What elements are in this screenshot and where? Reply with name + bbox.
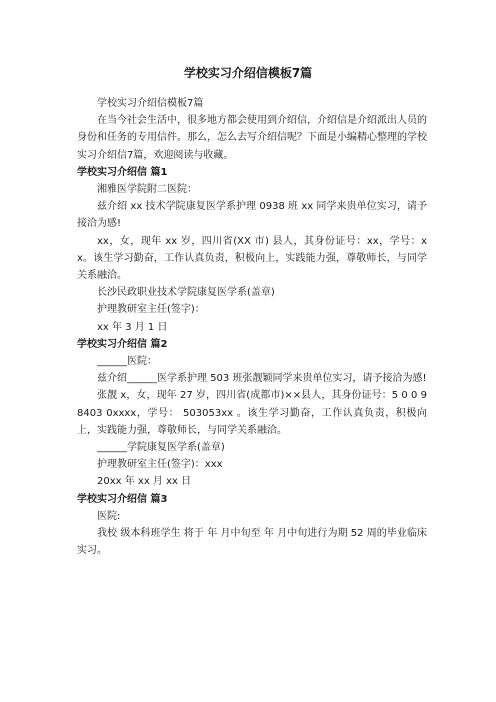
letter1-student-details: xx，女，现年 xx 岁，四川省(XX 市) 县人，其身份证号：xx，学号：xx。该生学习勤奋，工作认真负责，积极向上，实践能力强，尊敬师长，与同学关系融洽。 xyxy=(77,235,427,282)
letter2-signature: 护理教研室主任(签字)：xxx xyxy=(97,459,223,471)
intro-paragraph: 在当今社会生活中，很多地方都会使用到介绍信，介绍信是介绍派出人员的身份和任务的专用信件。那么，怎么去写介绍信呢？下面是小编精心整理的学校实习介绍信7篇，欢迎阅读与收藏。 xyxy=(77,115,427,161)
letter2-student-details: 张靓 x，女，现年 27 岁，四川省(成都市)××县人，其身份证号：5 0 0 98403 0xxxx，学号： 503053xx 。该生学习勤奋，工作认真负责，积极向上，实践能力强，尊敬师长，与同学关系融洽。 xyxy=(77,390,427,436)
letter2-date: 20xx 年 xx 月 xx 日 xyxy=(97,476,192,488)
section-heading-2: 学校实习介绍信 篇2 xyxy=(77,338,168,350)
letter1-issuer: 长沙民政职业技术学院康复医学系(盖章) xyxy=(97,287,275,299)
section-heading-1: 学校实习介绍信 篇1 xyxy=(77,166,168,178)
letter3-recipient: 医院: xyxy=(97,510,121,522)
document-title: 学校实习介绍信模板7篇 xyxy=(183,66,313,80)
letter1-signature: 护理教研室主任(签字)： xyxy=(97,304,205,316)
document-body xyxy=(77,95,427,559)
letter3-introduction: 我校 级本科班学生 将于 年 月中旬至 年 月中旬进行为期 52 周的毕业临床实习。 xyxy=(77,528,427,557)
letter2-recipient: ______医院： xyxy=(97,356,157,368)
subtitle-line: 学校实习介绍信模板7篇 xyxy=(97,98,204,109)
section-heading-3: 学校实习介绍信 篇3 xyxy=(77,493,168,505)
letter1-introduction: 兹介绍 xx 技术学院康复医学系护理 0938 班 xx 同学来贵单位实习，请予接洽为感! xyxy=(77,201,427,230)
letter1-date: xx 年 3 月 1 日 xyxy=(97,321,168,333)
letter2-introduction: 兹介绍______医学系护理 503 班张靓颖同学来贵单位实习，请予接洽为感! xyxy=(97,373,427,385)
letter2-issuer: ______学院康复医学系(盖章) xyxy=(97,442,225,454)
letter1-recipient: 湘雅医学院附二医院： xyxy=(97,184,197,196)
